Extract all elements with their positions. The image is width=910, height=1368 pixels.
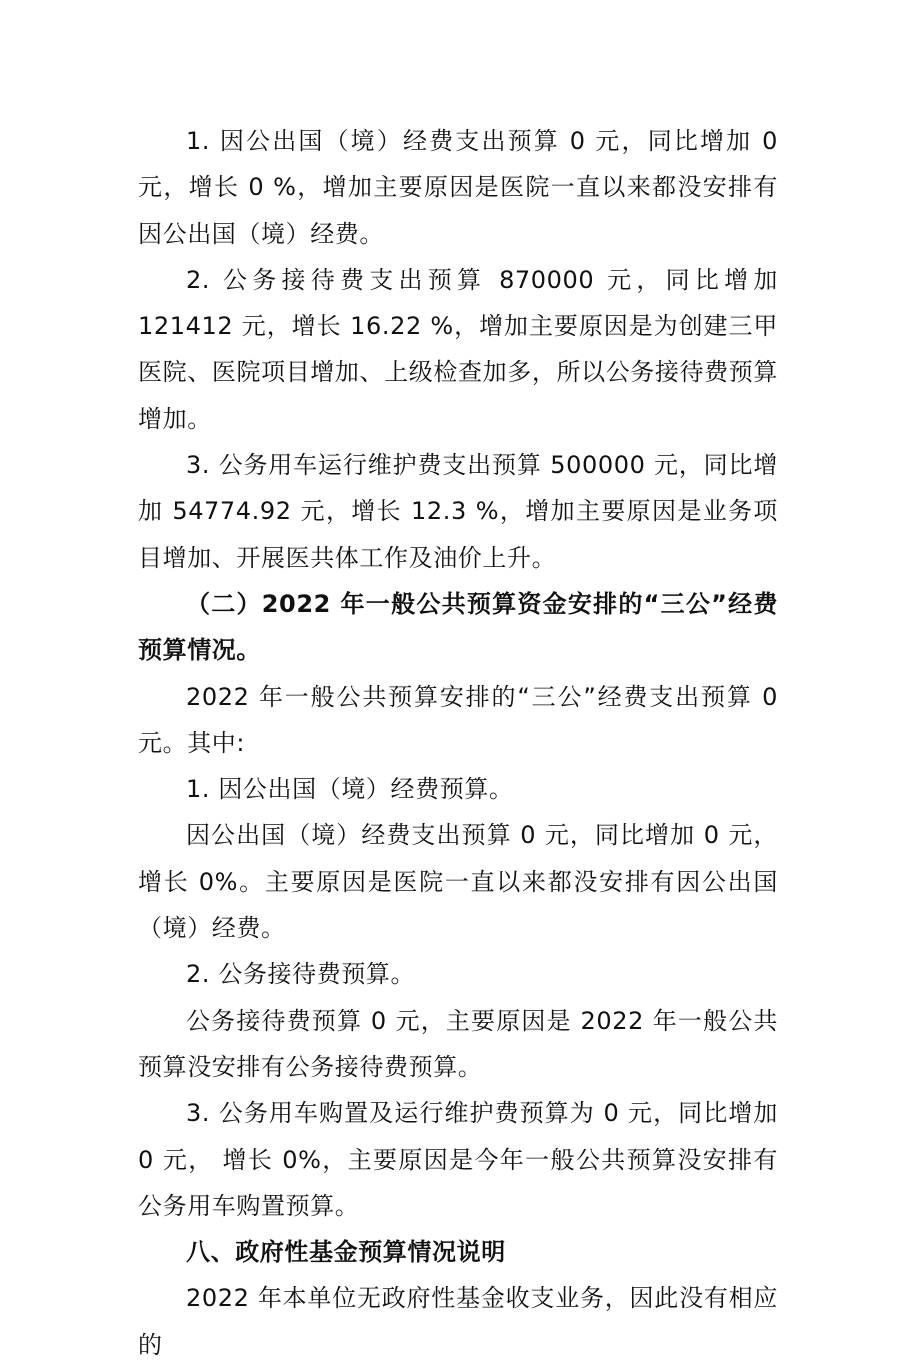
paragraph-government-fund: 2022 年本单位无政府性基金收支业务，因此没有相应的 [138, 1284, 778, 1359]
subheading-reception: 2. 公务接待费预算。 [186, 960, 416, 989]
paragraph-three-expenses-summary: 2022 年一般公共预算安排的“三公”经费支出预算 0 元。其中: [138, 682, 778, 757]
document-page [138, 118, 778, 1368]
subheading-foreign-travel: 1. 因公出国（境）经费预算。 [186, 775, 514, 804]
paragraph-vehicle-detail: 3. 公务用车购置及运行维护费预算为 0 元，同比增加 0 元， 增长 0%，主要原因是今年一般公共预算没安排有公务用车购置预算。 [138, 1099, 778, 1220]
paragraph-reception-expense: 2. 公务接待费支出预算 870000 元，同比增加 121412 元，增长 16.22 %，增加主要原因是为创建三甲医院、医院项目增加、上级检查加多，所以公务接待费预算增加。 [138, 265, 778, 433]
paragraph-foreign-travel-expense: 1. 因公出国（境）经费支出预算 0 元，同比增加 0 元，增长 0 %，增加主要原因是医院一直以来都没安排有因公出国（境）经费。 [138, 127, 778, 248]
paragraph-foreign-travel-detail: 因公出国（境）经费支出预算 0 元，同比增加 0 元，增长 0%。主要原因是医院一直以来都没安排有因公出国（境）经费。 [138, 821, 778, 943]
section-heading-three-expenses: （二）2022 年一般公共预算资金安排的“三公”经费预算情况。 [138, 589, 778, 665]
paragraph-reception-detail: 公务接待费预算 0 元，主要原因是 2022 年一般公共预算没安排有公务接待费预算。 [138, 1006, 778, 1081]
paragraph-vehicle-expense: 3. 公务用车运行维护费支出预算 500000 元，同比增加 54774.92 元，增长 12.3 %，增加主要原因是业务项目增加、开展医共体工作及油价上升。 [138, 451, 778, 572]
section-heading-government-fund: 八、政府性基金预算情况说明 [186, 1238, 506, 1267]
